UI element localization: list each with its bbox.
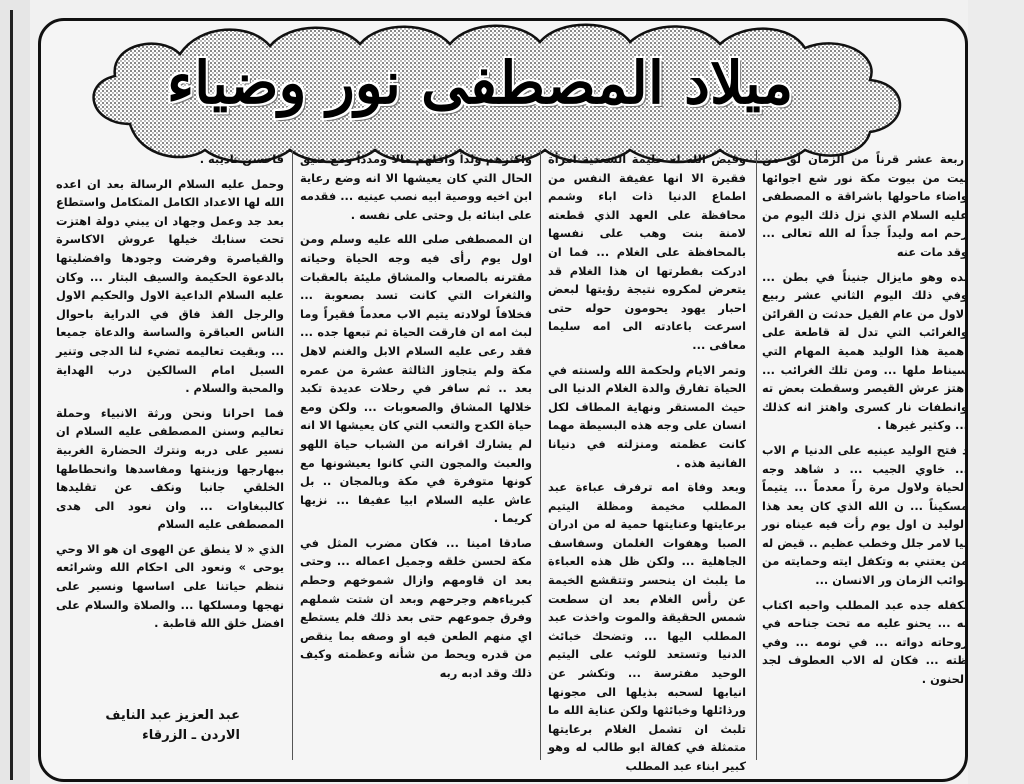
column-divider: [292, 150, 293, 760]
paragraph: اربعة عشر قرناً من الزمان لق من بيت من بيوت مكة نور شع اجوائها واضاء ماحولها باشراقة ه المصطفى عليه السلام الذي نزل ذلك اليوم من رحم امه وليداً جداً له الله تعالى ... وقد مات عنه: [762, 152, 968, 259]
author-signature: [60, 706, 240, 746]
paragraph: نكفله جده عبد المطلب واحبه اكتاب له ... يحنو عليه مه تحت جناحه في روحاته دواته ... في نومه ... وفي ظته ... فكان له الاب العطوف لجد الحنون .: [762, 597, 968, 687]
column-divider: [756, 150, 757, 760]
article-headline: ميلاد المصطفى نور وضياء: [166, 49, 794, 117]
paragraph: لده وهو مايزال جنيناً في بطن ... وفي ذلك اليوم الثاني عشر ربيع الاول من عام الفيل حدثت ن القرائن والغرائب التي تدل لة قاطعة على اهمية هذا الوليد همية المهام التي سيناط ملها ... ومن تلك الغرائب ... اهتز عرش القيصر وسقطت بعض ته وانطفات نار كسرى واهتز انه كذلك ... وكثير غيرها .: [762, 269, 968, 433]
paragraph: د فتح الوليد عينيه على الدنيا م الاب ... خاوي الجيب ... د شاهد وجه الحياة ولاول مرة راً معدماً ... يتيماً مسكيناً ... ن الله الذي كان يعد هذا الوليد ن اول يوم رأت فيه عيناه نور نيا لامر جلل وخطب عظيم .. قيض له من يعتني به وتكفل ايته وحمايته من نوائب الزمان ور الانسان ...: [762, 442, 968, 588]
paragraph: فما احرانا ونحن ورثة الانبياء وحملة تعاليم وسنن المصطفى عليه السلام ان نسير على دربه ونترك الحضارة الغربية ببهارجها وزينتها ومفاسدها وانحطاطها الخلقي جانبا ونكف عن تقليدها كالببغاوات ... وان نعود الى هدى المصطفى عليه السلام: [56, 405, 284, 532]
adjacent-column-scrap: [968, 0, 1024, 784]
column-3: [56, 150, 284, 695]
paragraph: فاحسن تاديبه .: [199, 152, 284, 166]
paragraph: ان المصطفى صلى الله عليه وسلم ومن اول يوم رأى فيه وجه الحياة وحياته مقترنه بالصعاب والمشاق مليئة بالعقبات والثغرات التي كانت تسد بصعوبة ... فخلافاً لولادته يتيم الاب معدماً فقيراً وما لبث امه ان فارقت الحياة ثم تبعها جده ... فقد رعى عليه السلام الابل والغنم لاهل مكة ولم يتجاوز الثالثة عشرة من عمره بعد .. ثم سافر في رحلات عديدة تكبد خلالها المشاق والصعوبات ... ولكن ومع حياة الكدح والتعب التي كان يعيشها الا انه لم يشارك اقرانه من الشباب حياة اللهو والعبث والمجون التي كانوا يعيشونها مع كونها متوفرة في مكة وبالمجان .. بل عاش عليه السلام ابيا عفيفا ... نزيها كريما .: [300, 232, 532, 526]
author-name: عبد العزيز عبد النايف: [105, 708, 240, 723]
author-location: الاردن ـ الزرقاء: [142, 728, 240, 743]
paragraph: وبعد وفاة امه ترفرف عباءة عبد المطلب مخيمة ومظلة اليتيم برعايتها وعنايتها حمية له من ادران الصبا وهفوات الغلمان وسفاسف الجاهلية ... ولكن ظل هذه العباءة ما يلبث ان ينحسر وتتقشع الخيمة عن رأس الغلام بعد ان سطعت شمس الحقيقة والموت واخذت عبد المطلب اليها ... وتضحك خبائث الدنيا وتستعد للوثب على اليتيم الوحيد مفترسة ... وتكشر عن انيابها لسحبه بذيلها الى مجونها ورذائلها وخبائثها ولكن عناية الله ما تلبث ان تشمل الغلام برعايتها متمثلة في كفالة ابو طالب له وهو كبير ابناء عبد المطلب: [548, 480, 746, 773]
paragraph: وقيض الله له حليمة السعدية امرأة فقيرة الا انها عفيفة النفس من اطماع الدنيا ذات اباء وشمم محافظة على العهد الذي قطعته لامنة بنت وهب على نفسها بالمحافظة على الغلام ... فما ان ادركت بفطرتها ان هذا الغلام قد يتعرض لمكروه نتيجة رؤيتها لبعض احبار يهود يحومون حوله حتى اسرعت باعادته الى امه سليما معافى ...: [548, 152, 746, 352]
column-1: [548, 150, 746, 773]
column-4-cropped: [762, 150, 968, 780]
paragraph: واكثرهم ولداً واقلهم مالا ومدداً ومع ضيق الحال التي كان يعيشها الا انه وضع رعاية ابن اخيه ووصية ابيه نصب عينيه ... فقدمه على ابنائه بل وحتى على نفسه .: [300, 152, 532, 222]
margin-rule: [10, 10, 13, 780]
column-2: [300, 150, 532, 760]
paragraph: وتمر الايام ولحكمة الله ولسنته في الحياة تفارق والدة الغلام الدنيا الى حيث المستقر ونهاية المطاف لكل انسان على وجه هذه البسيطة مهما كانت عظمته ومنزلته في دنيانا الفانية هذه .: [548, 362, 746, 470]
paragraph: صادقا امينا ... فكان مضرب المثل في مكة لحسن خلقه وجميل اعماله ... وحتى بعد ان قاومهم وازال شموخهم وحطم كبرياءهم وجرحهم وبعد ان شتت شملهم وفرق جموعهم حتى بعد ذلك فلم يستطع اي منهم الطعن فيه او وصفه بما ينقص من قدره ويحط من شأنه وعظمته وكيف ذلك وقد ادبه ربه: [300, 535, 532, 681]
paragraph: الذي « لا ينطق عن الهوى ان هو الا وحي يوحى » ونعود الى احكام الله وشرائعه ننظم حياتنا على اساسها ونسير على نهجها ومسلكها ... والصلاة والسلام على افضل خلق الله قاطبة .: [56, 541, 284, 631]
column-divider: [540, 150, 541, 760]
paragraph: وحمل عليه السلام الرسالة بعد ان اعده الله لها الاعداد الكامل المتكامل واستطاع بعد جد وعمل وجهاد ان يبني دولة اهتزت تحت سنابك خيلها عروش الاكاسرة والقياصرة وفرضت وجودها وافضليتها بالدعوة الحكيمة والسيف البتار ... وكان عليه السلام الداعية الاول والحكيم الاول والرجل الفذ فاق في الدراية باحوال الناس العباقرة والساسة والدعاة جميعا ... وبقيت تعاليمه تضيء لنا الدجى وتنير السبل امام السالكين درب الهداية والمحبة والسلام .: [56, 176, 284, 396]
left-margin: [0, 0, 30, 784]
